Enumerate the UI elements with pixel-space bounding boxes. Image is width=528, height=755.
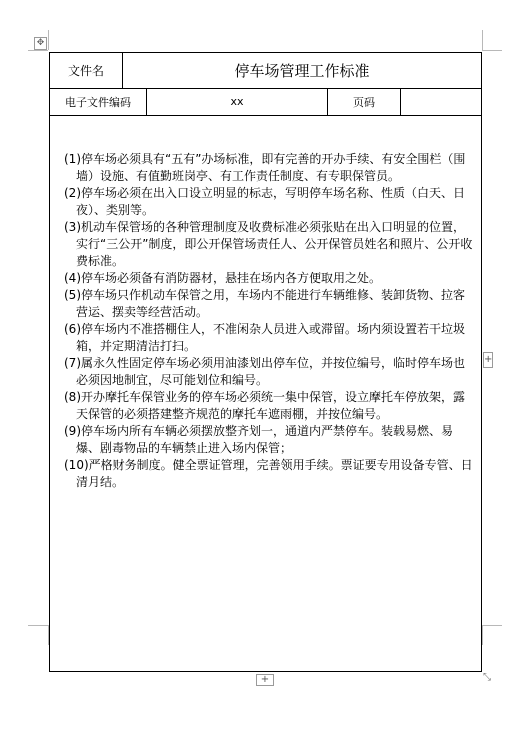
crop-mark <box>28 625 48 626</box>
move-icon: ✥ <box>36 38 45 48</box>
list-item: (3)机动车保管场的各种管理制度及收费标准必须张贴在出入口明显的位置，实行“三公开”制度，即公开保管场责任人、公开保管员姓名和照片、公开收费标准。 <box>64 220 473 268</box>
list-item: (1)停车场必须具有“五有”办场标准，即有完善的开办手续、有安全围栏（围墙）设施、有值勤班岗亭、有工作责任制度、有专职保管员。 <box>64 152 466 183</box>
add-column-button[interactable] <box>483 352 493 368</box>
list-item: (6)停车场内不准搭棚住人，不准闲杂人员进入或滞留。场内须设置若干垃圾箱，并定期清洁打扫。 <box>64 322 466 353</box>
crop-mark <box>482 50 502 51</box>
electronic-code-value: xx <box>147 88 328 115</box>
crop-mark <box>482 625 502 626</box>
resize-icon: ⤡ <box>483 672 491 683</box>
list-item: (4)停车场必须备有消防器材，悬挂在场内各方便取用之处。 <box>64 271 382 285</box>
add-row-button[interactable] <box>256 674 274 686</box>
list-item: (8)开办摩托车保管业务的停车场必须统一集中保管，设立摩托车停放架，露天保管的必须搭建整齐规范的摩托车遮雨棚，并按位编号。 <box>64 390 466 421</box>
table-row <box>50 88 481 116</box>
list-item: (5)停车场只作机动车保管之用，车场内不能进行车辆维修、装卸货物、拉客营运、摆卖等经营活动。 <box>64 288 466 319</box>
table-resize-handle[interactable] <box>481 672 493 684</box>
list-item: (7)属永久性固定停车场必须用油漆划出停车位，并按位编号，临时停车场也必须因地制宜，尽可能划位和编号。 <box>64 356 466 387</box>
crop-mark <box>482 30 483 50</box>
crop-mark <box>482 625 483 645</box>
page-number-value <box>401 88 481 115</box>
table-row <box>50 53 481 89</box>
crop-mark <box>48 30 49 50</box>
document-title: 停车场管理工作标准 <box>234 62 370 80</box>
electronic-code-label: 电子文件编码 <box>50 88 147 115</box>
list-item: (9)停车场内所有车辆必须摆放整齐划一，通道内严禁停车。装载易燃、易爆、剧毒物品的车辆禁止进入场内保管； <box>64 424 454 455</box>
file-name-label: 文件名 <box>50 53 123 88</box>
document-table <box>49 52 482 672</box>
list-item: (2)停车场必须在出入口设立明显的标志，写明停车场名称、性质（白天、日夜）、类别等。 <box>64 186 466 217</box>
table-move-handle[interactable] <box>34 37 47 50</box>
page-number-label: 页码 <box>328 88 401 115</box>
plus-icon: + <box>260 674 270 685</box>
plus-icon: + <box>484 354 493 365</box>
crop-mark <box>28 50 48 51</box>
standards-content <box>50 115 481 671</box>
list-item: (10)严格财务制度。健全票证管理，完善领用手续。票证要专用设备专管、日清月结。 <box>64 458 473 489</box>
